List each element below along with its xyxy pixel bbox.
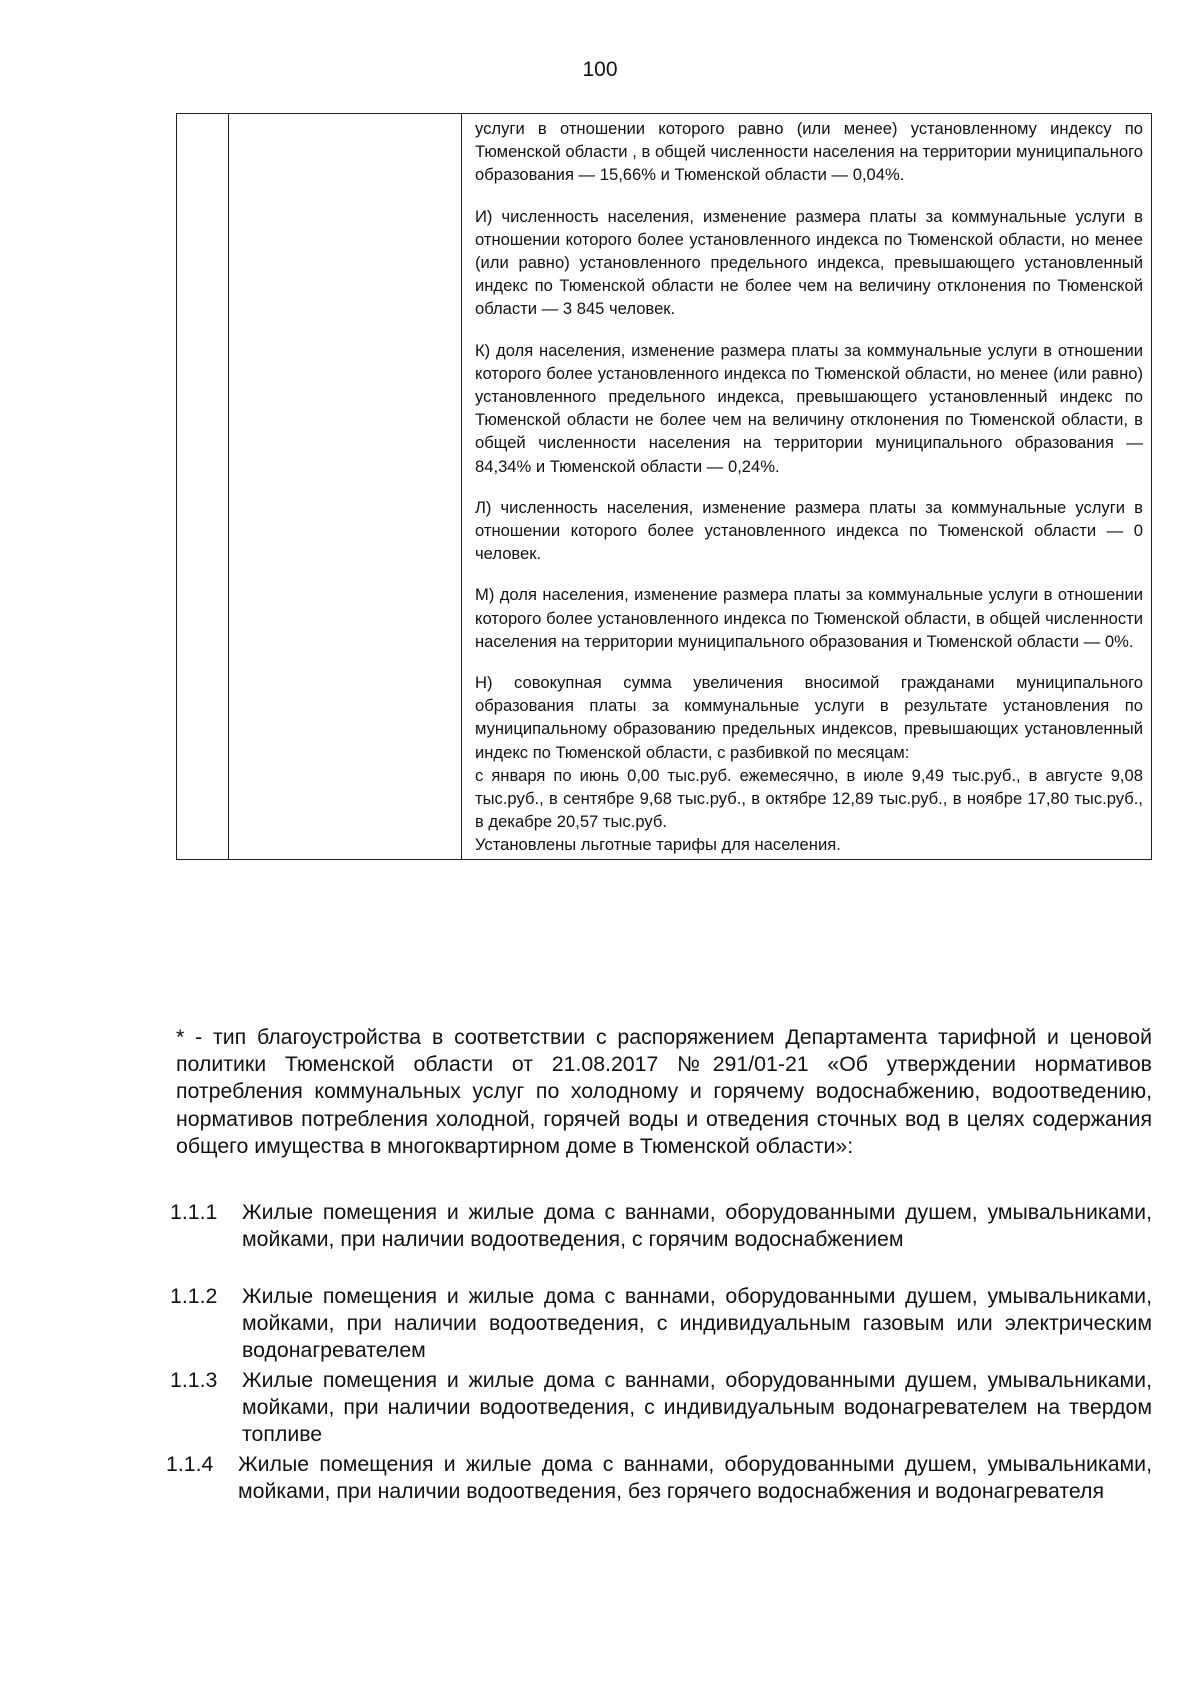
list-item-text: Жилые помещения и жилые дома с ваннами, оборудованными душем, умывальниками, мойками, при наличии водоотведения, с индивидуальным газовым или электрическим водонагревателем [242,1284,1152,1363]
list-item-text: Жилые помещения и жилые дома с ваннами, оборудованными душем, умывальниками, мойками, при наличии водоотведения, без горячего водоснабжения и водонагревателя [238,1452,1152,1504]
list-item-number: 1.1.3 [170,1368,218,1392]
table-row [177,114,1152,860]
list-item-number: 1.1.1 [170,1200,218,1224]
paragraph-k: К) доля населения, изменение размера платы за коммунальные услуги в отношении которого более установленного индекса по Тюменской области, но менее (или равно) установленного предельного индекса, превышающего установленный индекс по Тюменской области не более чем на величину отклонения по Тюменской области, в общей численности населения на территории муниципального образования — 84,34% и Тюменской области — 0,24%. [475,340,1143,476]
list-item-text: Жилые помещения и жилые дома с ваннами, оборудованными душем, умывальниками, мойками, при наличии водоотведения, с индивидуальным водонагревателем на твердом топливе [242,1368,1152,1447]
list-item-number: 1.1.2 [170,1284,218,1308]
table-cell-empty-1 [177,114,229,860]
tariff-table [176,113,1152,860]
list-item-text: Жилые помещения и жилые дома с ваннами, оборудованными душем, умывальниками, мойками, при наличии водоотведения, с горячим водоснабжением [242,1200,1152,1252]
paragraph-preferential-tariffs: Установлены льготные тарифы для населения. [475,835,841,855]
paragraph-n: Н) совокупная сумма увеличения вносимой гражданами муниципального образования платы за коммунальные услуги в результате установления по муниципальному образованию предельных индексов, превышающих установленный индекс по Тюменской области, с разбивкой по месяцам: [475,673,1143,762]
page-number: 100 [582,58,618,81]
list-item [166,1451,1152,1505]
table-cell-content [462,114,1152,860]
paragraph-m: М) доля населения, изменение размера платы за коммунальные услуги в отношении которого более установленного индекса по Тюменской области, в общей численности населения на территории муниципального образования и Тюменской области — 0%. [475,585,1143,651]
table-cell-empty-2 [229,114,462,860]
paragraph-monthly-breakdown: с января по июнь 0,00 тыс.руб. ежемесячно, в июле 9,49 тыс.руб., в августе 9,08 тыс.руб., в сентябре 9,68 тыс.руб., в октябре 12,89 тыс.руб., в ноябре 17,80 тыс.руб., в декабре 20,57 тыс.руб. [475,765,1143,832]
list-item-number: 1.1.4 [166,1452,214,1476]
list-item [170,1367,1152,1449]
list-item [170,1283,1152,1365]
paragraph-i: И) численность населения, изменение размера платы за коммунальные услуги в отношении которого более установленного индекса по Тюменской области, но менее (или равно) установленного предельного индекса, превышающего установленный индекс по Тюменской области не более чем на величину отклонения по Тюменской области — 3 845 человек. [475,206,1143,319]
list-item [170,1199,1152,1253]
footnote: * - тип благоустройства в соответствии с распоряжением Департамента тарифной и ценовой политики Тюменской области от 21.08.2017 №291/01-21 «Об утверждении нормативов потребления коммунальных услуг по холодному и горячему водоснабжению, водоотведению, нормативов потребления холодной, горячей воды и отведения сточных вод в целях содержания общего имущества в многоквартирном доме в Тюменской области»: [176,1025,1152,1158]
paragraph-l: Л) численность населения, изменение размера платы за коммунальные услуги в отношении которого более установленного индекса по Тюменской области — 0 человек. [475,497,1143,564]
paragraph-continuation: услуги в отношении которого равно (или менее) установленному индексу по Тюменской области , в общей численности населения на территории муниципального образования — 15,66% и Тюменской области — 0,04%. [475,119,1143,185]
